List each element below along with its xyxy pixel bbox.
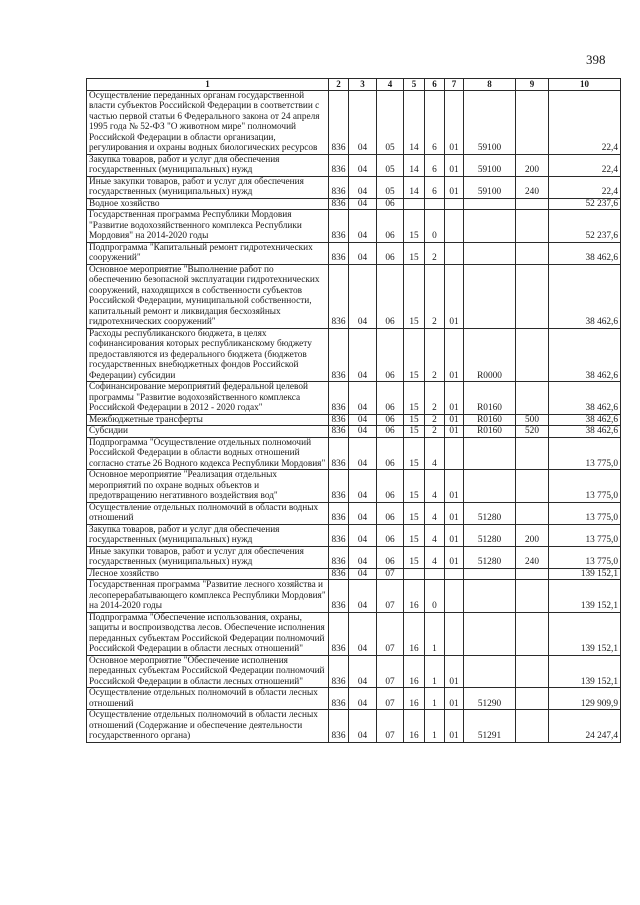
code-cell: 836 [329,382,349,415]
code-cell: 14 [404,154,425,176]
amount-cell: 52 237,6 [549,198,621,210]
row-name-cell: Межбюджетные трансферты [87,414,329,426]
code-cell: 836 [329,154,349,176]
amount-cell: 139 152,1 [549,655,621,688]
amount-cell: 13 775,0 [549,470,621,503]
row-name-cell: Основное мероприятие "Реализация отдельных мероприятий по охране водных объектов и предотвращению негативного воздействия вод" [87,470,329,503]
code-cell: 0 [425,580,445,613]
amount-cell: 13 775,0 [549,546,621,568]
code-cell: 01 [445,426,464,438]
code-cell [464,580,516,613]
code-cell: R0160 [464,414,516,426]
code-cell: 2 [425,426,445,438]
code-cell: 200 [516,154,549,176]
amount-cell: 22,4 [549,154,621,176]
code-cell: 06 [377,382,404,415]
code-cell [445,437,464,470]
code-cell: 15 [404,546,425,568]
row-name-cell: Лесное хозяйство [87,568,329,580]
table-row [87,426,621,438]
code-cell: 4 [425,524,445,546]
code-cell [516,502,549,524]
code-cell: 15 [404,437,425,470]
header-cell: 9 [516,79,549,91]
code-cell: 15 [404,382,425,415]
code-cell [425,568,445,580]
code-cell: 04 [349,612,377,655]
row-name-cell: Подпрограмма "Капитальный ремонт гидротехнических сооружений" [87,242,329,264]
code-cell: 15 [404,414,425,426]
code-cell: 01 [445,546,464,568]
code-cell: 05 [377,176,404,198]
code-cell: 836 [329,242,349,264]
code-cell: 07 [377,710,404,743]
header-cell: 5 [404,79,425,91]
code-cell: 15 [404,328,425,382]
amount-cell: 38 462,6 [549,264,621,328]
code-cell: 07 [377,568,404,580]
code-cell: 04 [349,426,377,438]
code-cell: 6 [425,176,445,198]
code-cell: 200 [516,524,549,546]
code-cell: 04 [349,524,377,546]
header-cell: 1 [87,79,329,91]
code-cell: 07 [377,688,404,710]
table-row [87,198,621,210]
code-cell: 51280 [464,524,516,546]
code-cell [516,264,549,328]
code-cell: 16 [404,655,425,688]
header-cell: 10 [549,79,621,91]
code-cell [404,568,425,580]
table-row [87,612,621,655]
code-cell: 04 [349,382,377,415]
code-cell: 01 [445,524,464,546]
code-cell [516,470,549,503]
amount-cell: 139 152,1 [549,612,621,655]
table-row [87,437,621,470]
code-cell: 06 [377,502,404,524]
code-cell: 4 [425,470,445,503]
amount-cell: 139 152,1 [549,568,621,580]
row-name-cell: Субсидии [87,426,329,438]
table-row [87,264,621,328]
code-cell: 836 [329,568,349,580]
row-name-cell: Осуществление отдельных полномочий в области водных отношений [87,502,329,524]
table-row [87,242,621,264]
code-cell: 15 [404,502,425,524]
code-cell: 6 [425,90,445,154]
code-cell: 836 [329,198,349,210]
code-cell: R0000 [464,328,516,382]
table-body [87,90,621,742]
row-name-cell: Государственная программа "Развитие лесного хозяйства и лесоперерабатывающего комплекса Республики Мордовия" на 2014-2020 годы [87,580,329,613]
code-cell [464,198,516,210]
code-cell: 06 [377,546,404,568]
table-row [87,154,621,176]
code-cell: 01 [445,502,464,524]
code-cell: 836 [329,688,349,710]
row-name-cell: Основное мероприятие "Обеспечение исполнения переданных субъектам Российской Федерации полномочий Российской Федерации в области лесных отношений" [87,655,329,688]
row-name-cell: Иные закупки товаров, работ и услуг для обеспечения государственных (муниципальных) нужд [87,176,329,198]
code-cell: 836 [329,612,349,655]
header-cell: 4 [377,79,404,91]
code-cell: 04 [349,710,377,743]
code-cell: 16 [404,710,425,743]
row-name-cell: Водное хозяйство [87,198,329,210]
code-cell [445,242,464,264]
table-row [87,210,621,243]
amount-cell: 38 462,6 [549,426,621,438]
code-cell: 4 [425,546,445,568]
code-cell: 04 [349,414,377,426]
code-cell: 07 [377,580,404,613]
code-cell: 16 [404,688,425,710]
table-header-row [87,79,621,91]
code-cell: 240 [516,176,549,198]
code-cell: 06 [377,264,404,328]
row-name-cell: Расходы республиканского бюджета, в целях софинансирования которых республиканскому бюджету предоставляются из федерального бюджета (бюджетов государственных внебюджетных фондов Российской Федерации) субсидии [87,328,329,382]
code-cell: R0160 [464,426,516,438]
code-cell: 1 [425,688,445,710]
row-name-cell: Осуществление переданных органам государственной власти субъектов Российской Федерации в соответствии с частью первой статьи 6 Федерального закона от 24 апреля 1995 года № 52-ФЗ "О животном мире" полномочий Российской Федерации в области организации, регулирования и охраны водных биологических ресурсов [87,90,329,154]
code-cell: 06 [377,470,404,503]
code-cell: 1 [425,710,445,743]
code-cell: 15 [404,524,425,546]
code-cell [464,568,516,580]
code-cell: 01 [445,264,464,328]
amount-cell: 24 247,4 [549,710,621,743]
amount-cell: 139 152,1 [549,580,621,613]
header-cell: 8 [464,79,516,91]
code-cell: 2 [425,242,445,264]
code-cell: 01 [445,328,464,382]
code-cell [425,198,445,210]
code-cell [464,242,516,264]
row-name-cell: Закупка товаров, работ и услуг для обеспечения государственных (муниципальных) нужд [87,154,329,176]
row-name-cell: Софинансирование мероприятий федеральной целевой программы "Развитие водохозяйственного комплекса Российской Федерации в 2012 - 2020 годах" [87,382,329,415]
code-cell: 01 [445,382,464,415]
page-number: 398 [586,52,606,67]
amount-cell: 22,4 [549,176,621,198]
row-name-cell: Иные закупки товаров, работ и услуг для обеспечения государственных (муниципальных) нужд [87,546,329,568]
code-cell: 836 [329,580,349,613]
code-cell: 06 [377,198,404,210]
code-cell: 04 [349,198,377,210]
code-cell: 01 [445,688,464,710]
code-cell: 16 [404,580,425,613]
header-cell: 6 [425,79,445,91]
code-cell: 836 [329,524,349,546]
table-row [87,382,621,415]
code-cell: 836 [329,546,349,568]
code-cell: 836 [329,710,349,743]
table-row [87,710,621,743]
code-cell [445,198,464,210]
code-cell [516,210,549,243]
code-cell: 04 [349,210,377,243]
amount-cell: 52 237,6 [549,210,621,243]
table-row [87,328,621,382]
code-cell: 51280 [464,502,516,524]
amount-cell: 38 462,6 [549,382,621,415]
amount-cell: 38 462,6 [549,328,621,382]
amount-cell: 129 909,9 [549,688,621,710]
code-cell: 07 [377,612,404,655]
code-cell: 01 [445,470,464,503]
table-row [87,470,621,503]
code-cell: 836 [329,470,349,503]
code-cell: 04 [349,242,377,264]
code-cell: 04 [349,580,377,613]
code-cell: 07 [377,655,404,688]
code-cell: 51280 [464,546,516,568]
row-name-cell: Подпрограмма "Обеспечение использования, охраны, защиты и воспроизводства лесов. Обеспечение исполнения переданных субъектам Российской Федерации полномочий Российской Федерации в области лесных отношений" [87,612,329,655]
code-cell [516,580,549,613]
code-cell: 04 [349,688,377,710]
table-row [87,524,621,546]
code-cell: 836 [329,210,349,243]
code-cell: 06 [377,242,404,264]
table-row [87,580,621,613]
code-cell: 4 [425,437,445,470]
code-cell [516,655,549,688]
table-row [87,688,621,710]
code-cell: 15 [404,242,425,264]
code-cell [464,655,516,688]
code-cell: 0 [425,210,445,243]
code-cell: 59100 [464,176,516,198]
code-cell [516,198,549,210]
row-name-cell: Государственная программа Республики Мордовия "Развитие водохозяйственного комплекса Республики Мордовия" на 2014-2020 годы [87,210,329,243]
code-cell: 1 [425,612,445,655]
table-row [87,655,621,688]
amount-cell: 38 462,6 [549,414,621,426]
code-cell: 2 [425,328,445,382]
code-cell [464,437,516,470]
table-row [87,568,621,580]
code-cell: 14 [404,90,425,154]
code-cell: 836 [329,426,349,438]
amount-cell: 13 775,0 [549,502,621,524]
code-cell: 16 [404,612,425,655]
code-cell [516,90,549,154]
code-cell: 1 [425,655,445,688]
code-cell: 59100 [464,90,516,154]
code-cell: 14 [404,176,425,198]
code-cell: 06 [377,328,404,382]
code-cell [516,382,549,415]
code-cell [445,568,464,580]
table-row [87,414,621,426]
row-name-cell: Подпрограмма "Осуществление отдельных полномочий Российской Федерации в области водных отношений согласно статье 26 Водного кодекса Республики Мордовия" [87,437,329,470]
code-cell [464,264,516,328]
code-cell: 04 [349,470,377,503]
code-cell: 04 [349,437,377,470]
budget-table [86,78,621,743]
amount-cell: 13 775,0 [549,524,621,546]
code-cell: 240 [516,546,549,568]
code-cell: 520 [516,426,549,438]
code-cell: 15 [404,210,425,243]
code-cell: 04 [349,90,377,154]
code-cell: 06 [377,437,404,470]
code-cell: 836 [329,414,349,426]
code-cell [516,437,549,470]
code-cell: 500 [516,414,549,426]
code-cell: R0160 [464,382,516,415]
code-cell [464,210,516,243]
code-cell: 51290 [464,688,516,710]
code-cell [516,710,549,743]
code-cell [516,568,549,580]
code-cell: 2 [425,264,445,328]
code-cell: 59100 [464,154,516,176]
code-cell [516,242,549,264]
code-cell [404,198,425,210]
code-cell: 836 [329,176,349,198]
code-cell: 04 [349,546,377,568]
code-cell: 2 [425,414,445,426]
amount-cell: 22,4 [549,90,621,154]
code-cell: 06 [377,414,404,426]
header-cell: 7 [445,79,464,91]
code-cell: 04 [349,264,377,328]
code-cell: 836 [329,264,349,328]
row-name-cell: Основное мероприятие "Выполнение работ по обеспечению безопасной эксплуатации гидротехнических сооружений, находящихся в собственности субъектов Российской Федерации, муниципальной собственности, капитальный ремонт и ликвидация бесхозяйных гидротехнических сооружений" [87,264,329,328]
code-cell: 2 [425,382,445,415]
header-cell: 3 [349,79,377,91]
code-cell [445,580,464,613]
code-cell: 06 [377,524,404,546]
code-cell: 836 [329,328,349,382]
table-row [87,90,621,154]
code-cell: 01 [445,90,464,154]
code-cell: 836 [329,437,349,470]
row-name-cell: Осуществление отдельных полномочий в области лесных отношений (Содержание и обеспечение деятельности государственного органа) [87,710,329,743]
code-cell [516,328,549,382]
code-cell [516,688,549,710]
code-cell: 4 [425,502,445,524]
code-cell: 15 [404,426,425,438]
header-cell: 2 [329,79,349,91]
code-cell: 836 [329,90,349,154]
code-cell: 06 [377,210,404,243]
code-cell [516,612,549,655]
code-cell [464,612,516,655]
code-cell: 04 [349,655,377,688]
code-cell: 04 [349,154,377,176]
code-cell [445,210,464,243]
code-cell: 04 [349,502,377,524]
code-cell: 04 [349,328,377,382]
code-cell: 836 [329,655,349,688]
code-cell: 05 [377,154,404,176]
code-cell: 04 [349,568,377,580]
code-cell: 01 [445,414,464,426]
table-row [87,546,621,568]
amount-cell: 13 775,0 [549,437,621,470]
code-cell: 51291 [464,710,516,743]
code-cell: 01 [445,176,464,198]
code-cell: 01 [445,655,464,688]
code-cell: 04 [349,176,377,198]
code-cell: 15 [404,470,425,503]
code-cell: 836 [329,502,349,524]
code-cell: 01 [445,710,464,743]
code-cell: 15 [404,264,425,328]
code-cell: 6 [425,154,445,176]
code-cell: 05 [377,90,404,154]
row-name-cell: Закупка товаров, работ и услуг для обеспечения государственных (муниципальных) нужд [87,524,329,546]
amount-cell: 38 462,6 [549,242,621,264]
table-row [87,176,621,198]
code-cell: 01 [445,154,464,176]
code-cell: 06 [377,426,404,438]
code-cell [464,470,516,503]
table-row [87,502,621,524]
row-name-cell: Осуществление отдельных полномочий в области лесных отношений [87,688,329,710]
code-cell [445,612,464,655]
